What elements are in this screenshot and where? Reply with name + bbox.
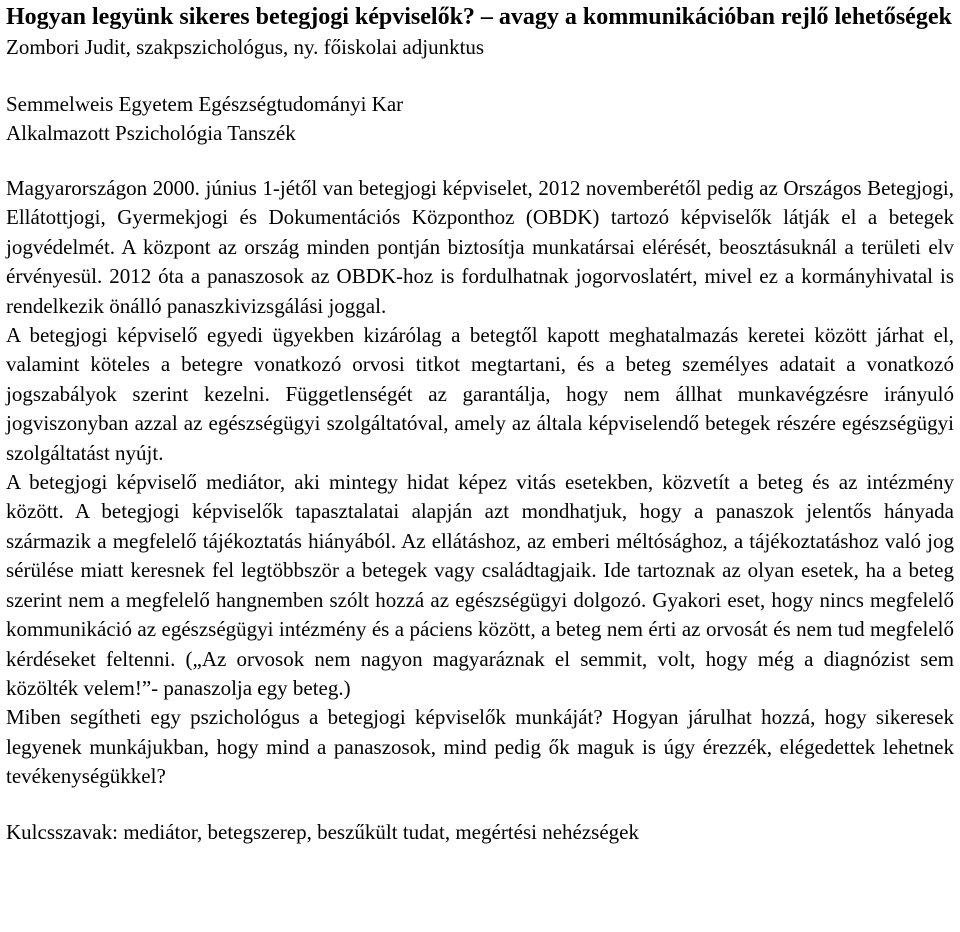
- paragraph-mediator: A betegjogi képviselő mediátor, aki mintegy hidat képez vitás esetekben, közvetít a beteg és az intézmény között. A betegjogi képviselők tapasztalatai alapján azt mondhatjuk, hogy a panaszok jelentős hányada származik a megfelelő tájékoztatás hiányából. Az ellátáshoz, az emberi méltósághoz, a tájékoztatáshoz való jog sérülése miatt keresnek fel legtöbbször a betegek vagy családtagjaik. Ide tartoznak az olyan esetek, ha a beteg szerint nem a megfelelő hangnemben szólt hozzá az egészségügyi dolgozó. Gyakori eset, hogy nincs megfelelő kommunikáció az egészségügyi intézmény és a páciens között, a beteg nem érti az orvosát és nem tud megfelelő kérdéseket feltenni. („Az orvosok nem nagyon magyaráznak el semmit, volt, hogy még a diagnózist sem közölték velem!”- panaszolja egy beteg.): [6, 470, 954, 700]
- keywords-line: Kulcsszavak: mediátor, betegszerep, beszűkült tudat, megértési nehézségek: [6, 819, 639, 844]
- affiliation-faculty: Semmelweis Egyetem Egészségtudományi Kar: [6, 92, 404, 116]
- affiliation-block: [6, 90, 954, 148]
- abstract-body: [6, 174, 954, 792]
- paragraph-questions: Miben segítheti egy pszichológus a betegjogi képviselők munkáját? Hogyan járulhat hozzá, hogy sikeresek legyenek munkájukban, hogy mind a panaszosok, mind pedig ők maguk is úgy érezzék, elégedettek lehetnek tevékenységükkel?: [6, 705, 954, 789]
- document-title: Hogyan legyünk sikeres betegjogi képviselők? – avagy a kommunikációban rejlő lehetőségek: [6, 4, 952, 30]
- paragraph-history: Magyarországon 2000. június 1-jétől van betegjogi képviselet, 2012 novemberétől pedig az Országos Betegjogi, Ellátottjogi, Gyermekjogi és Dokumentációs Központhoz (OBDK) tartozó képviselők látják el a betegek jogvédelmét. A központ az ország minden pontján biztosítja munkatársai elérését, beosztásuknál a területi elv érvényesül. 2012 óta a panaszosok az OBDK-hoz is fordulhatnak jogorvoslatért, mivel ez a kormányhivatal is rendelkezik önálló panaszkivizsgálási joggal.: [6, 176, 954, 318]
- author-line: Zombori Judit, szakpszichológus, ny. főiskolai adjunktus: [6, 35, 485, 59]
- paragraph-role: A betegjogi képviselő egyedi ügyekben kizárólag a betegtől kapott meghatalmazás keretei között járhat el, valamint köteles a betegre vonatkozó orvosi titkot megtartani, és a beteg személyes adatait a vonatkozó jogszabályok szerint kezelni. Függetlenségét az garantálja, hogy nem állhat munkavégzésre irányuló jogviszonyban azzal az egészségügyi szolgáltatóval, amely az általa képviselendő betegek részére egészségügyi szolgáltatást nyújt.: [6, 323, 954, 465]
- affiliation-department: Alkalmazott Pszichológia Tanszék: [6, 121, 296, 145]
